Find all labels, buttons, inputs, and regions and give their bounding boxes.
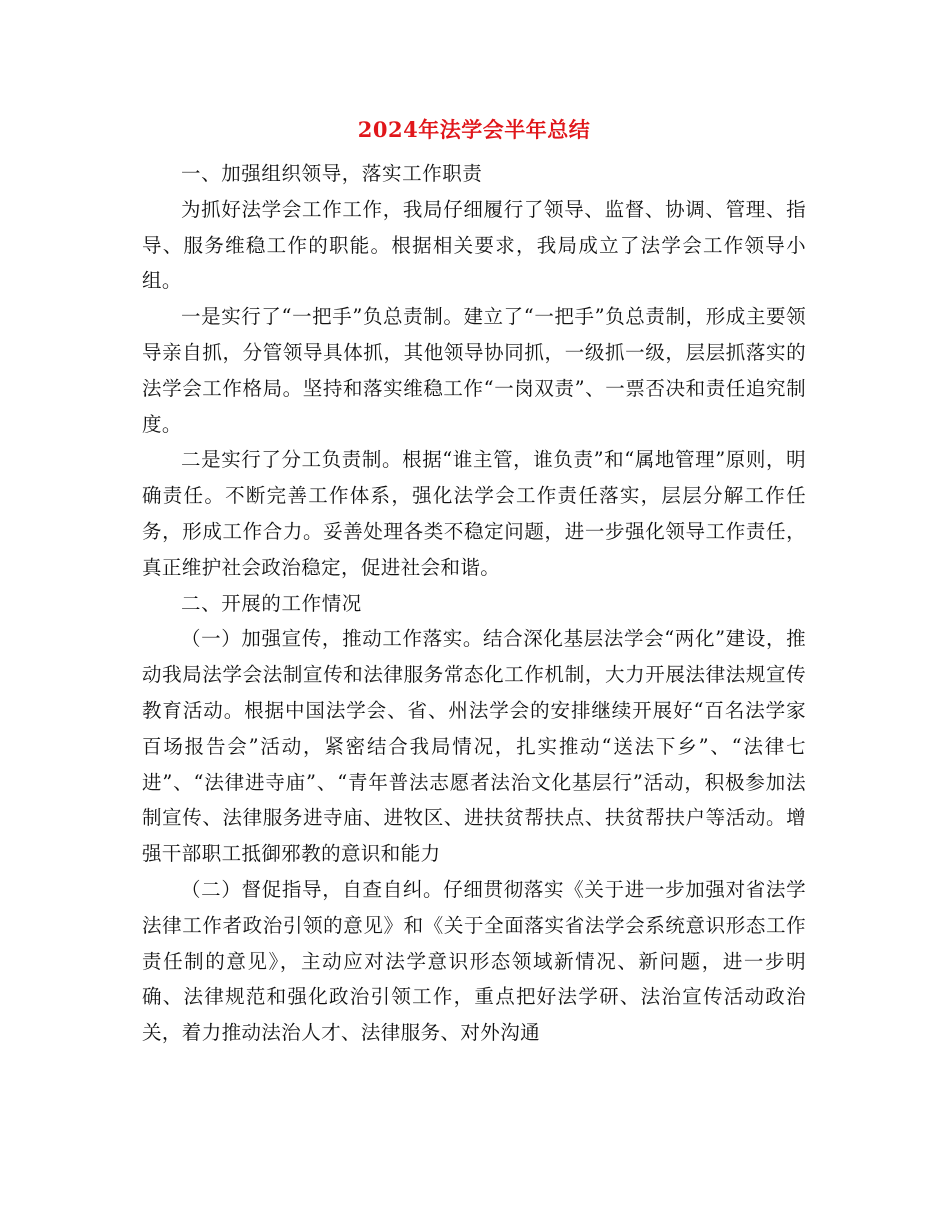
paragraph-work-1: （一）加强宣传，推动工作落实。结合深化基层法学会“两化”建设，推动我局法学会法制宣传和法律服务常态化工作机制，大力开展法律法规宣传教育活动。根据中国法学会、省、州法学会的安排继续开展好“百名法学家百场报告会”活动，紧密结合我局情况，扎实推动“送法下乡”、“法律七进”、“法律进寺庙”、“青年普法志愿者法治文化基层行”活动，积极参加法制宣传、法律服务进寺庙、进牧区、进扶贫帮扶点、扶贫帮扶户等活动。增强干部职工抵御邪教的意识和能力 xyxy=(142,627,806,866)
section-heading-1: 一、加强组织领导，落实工作职责 xyxy=(181,162,483,185)
paragraph-intro: 为抓好法学会工作工作，我局仔细履行了领导、监督、协调、管理、指导、服务维稳工作的职能。根据相关要求，我局成立了法学会工作领导小组。 xyxy=(142,197,806,293)
paragraph-responsibility-1: 一是实行了“一把手”负总责制。建立了“一把手”负总责制，形成主要领导亲自抓，分管领导具体抓，其他领导协同抓，一级抓一级，层层抓落实的法学会工作格局。坚持和落实维稳工作“一岗双责”、一票否决和责任追究制度。 xyxy=(142,305,806,436)
paragraph-responsibility-2: 二是实行了分工负责制。根据“谁主管，谁负责”和“属地管理”原则，明确责任。不断完善工作体系，强化法学会工作责任落实，层层分解工作任务，形成工作合力。妥善处理各类不稳定问题，进一步强化领导工作责任，真正维护社会政治稳定，促进社会和谐。 xyxy=(142,448,806,579)
document-body xyxy=(142,156,806,1051)
section-heading-2: 二、开展的工作情况 xyxy=(181,591,362,615)
document-content xyxy=(142,112,806,1051)
document-title: 2024年法学会半年总结 xyxy=(357,117,591,142)
paragraph-work-2: （二）督促指导，自查自纠。仔细贯彻落实《关于进一步加强对省法学法律工作者政治引领的意见》和《关于全面落实省法学会系统意识形态工作责任制的意见》，主动应对法学意识形态领域新情况、新问题，进一步明确、法律规范和强化政治引领工作，重点把好法学研、法治宣传活动政治关，着力推动法治人才、法律服务、对外沟通 xyxy=(142,877,806,1045)
